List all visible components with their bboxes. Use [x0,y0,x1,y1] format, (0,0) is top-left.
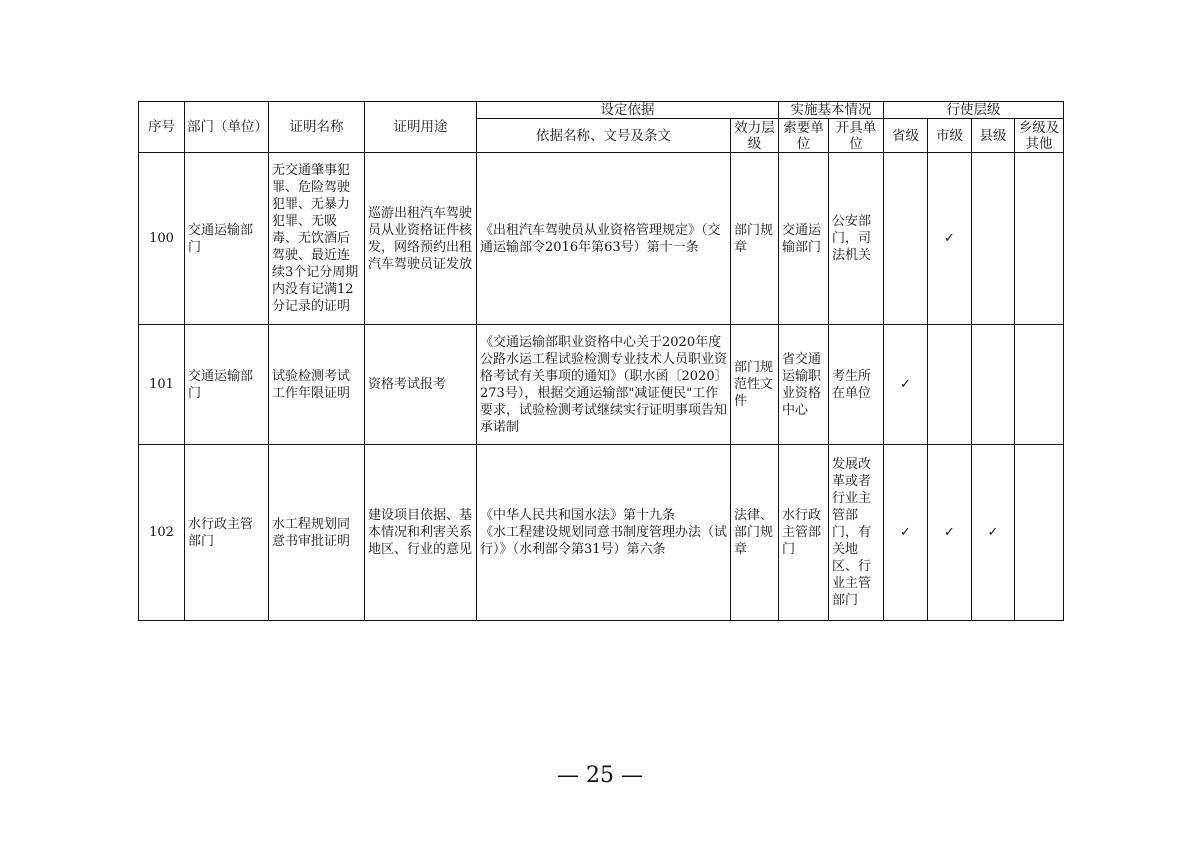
header-level-town: 乡级及其他 [1015,119,1064,153]
row-dept: 交通运输部门 [185,325,269,445]
header-seq: 序号 [139,102,185,153]
row-level-city: ✓ [928,153,972,325]
header-level-county: 县级 [972,119,1015,153]
row-cert-use: 建设项目依据、基本情况和利害关系地区、行业的意见 [365,445,477,621]
row-level-town [1015,445,1064,621]
row-seq: 100 [139,153,185,325]
row-impl-request: 交通运输部门 [779,153,829,325]
row-dept: 交通运输部门 [185,153,269,325]
row-level-county [972,153,1015,325]
row-basis-level: 部门规章 [731,153,779,325]
row-impl-issue: 发展改革或者行业主管部门，有关地区、行业主管部门 [829,445,884,621]
row-dept: 水行政主管部门 [185,445,269,621]
table-row [139,445,1064,621]
row-level-county: ✓ [972,445,1015,621]
header-basis-group: 设定依据 [477,102,779,119]
table-row [139,325,1064,445]
row-level-province [884,153,928,325]
row-level-city: ✓ [928,445,972,621]
row-basis-name: 《交通运输部职业资格中心关于2020年度公路水运工程试验检测专业技术人员职业资格考试有关事项的通知》（职水函〔2020〕273号），根据交通运输部"减证便民"工作要求，试验检测考试继续实行证明事项告知承诺制 [477,325,731,445]
row-cert-name: 水工程规划同意书审批证明 [269,445,365,621]
row-level-province: ✓ [884,325,928,445]
header-basis-level: 效力层级 [731,119,779,153]
row-impl-issue: 考生所在单位 [829,325,884,445]
row-level-city [928,325,972,445]
row-basis-level: 法律、部门规章 [731,445,779,621]
header-impl-group: 实施基本情况 [779,102,884,119]
row-impl-request: 省交通运输职业资格中心 [779,325,829,445]
header-impl-request: 索要单位 [779,119,829,153]
row-cert-use: 巡游出租汽车驾驶员从业资格证件核发，网络预约出租汽车驾驶员证发放 [365,153,477,325]
header-impl-issue: 开具单位 [829,119,884,153]
row-basis-name: 《中华人民共和国水法》第十九条 《水工程建设规划同意书制度管理办法（试行）》（水利部令第31号）第六条 [477,445,731,621]
row-level-province: ✓ [884,445,928,621]
header-basis-name: 依据名称、文号及条文 [477,119,731,153]
certificate-table [138,101,1064,621]
header-level-province: 省级 [884,119,928,153]
table-row [139,153,1064,325]
row-seq: 102 [139,445,185,621]
header-cert-use: 证明用途 [365,102,477,153]
page-number: — 25 — [557,763,643,788]
header-cert-name: 证明名称 [269,102,365,153]
header-level-group: 行使层级 [884,102,1064,119]
row-cert-use: 资格考试报考 [365,325,477,445]
row-impl-issue: 公安部门，司法机关 [829,153,884,325]
row-cert-name: 无交通肇事犯罪、危险驾驶犯罪、无暴力犯罪、无吸毒、无饮酒后驾驶、最近连续3个记分周期内没有记满12分记录的证明 [269,153,365,325]
row-cert-name: 试验检测考试工作年限证明 [269,325,365,445]
row-impl-request: 水行政主管部门 [779,445,829,621]
row-basis-name: 《出租汽车驾驶员从业资格管理规定》（交通运输部令2016年第63号）第十一条 [477,153,731,325]
row-level-town [1015,153,1064,325]
row-seq: 101 [139,325,185,445]
header-dept: 部门（单位） [185,102,269,153]
row-level-town [1015,325,1064,445]
row-level-county [972,325,1015,445]
header-level-city: 市级 [928,119,972,153]
row-basis-level: 部门规范性文件 [731,325,779,445]
